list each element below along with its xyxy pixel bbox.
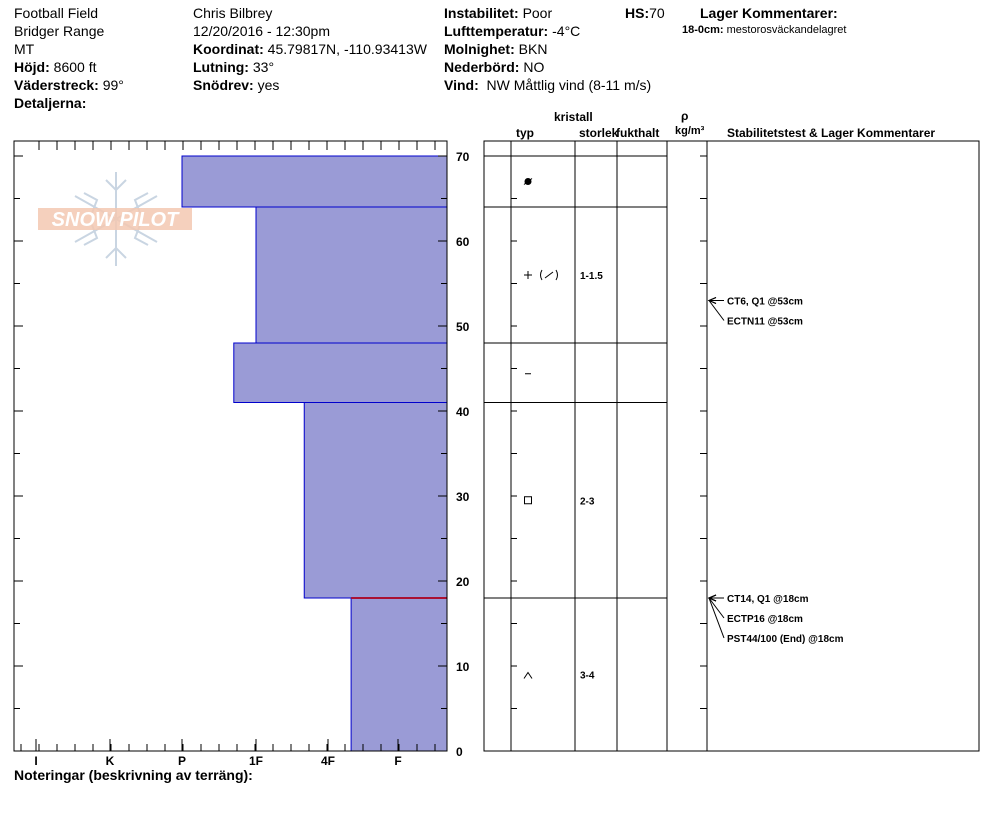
- test-arrow: [709, 598, 724, 618]
- depth-label-70: 70: [456, 150, 470, 164]
- col-stability: Stabilitetstest & Lager Kommentarer: [727, 126, 936, 140]
- stability-test: PST44/100 (End) @18cm: [727, 634, 844, 645]
- stability-test: ECTP16 @18cm: [727, 614, 803, 625]
- airtemp-label: Lufttemperatur:: [444, 23, 549, 39]
- aspect-label: Väderstreck:: [14, 77, 99, 93]
- test-arrow: [709, 598, 724, 638]
- grain-size: 3-4: [580, 670, 595, 682]
- grain-size: 2-3: [580, 496, 595, 508]
- layer-table: [484, 141, 979, 751]
- location-name: Football Field: [14, 5, 99, 21]
- col-crystal: kristall: [554, 110, 593, 124]
- layer-bar-2: [234, 343, 447, 403]
- hardness-label-1F: 1F: [248, 754, 264, 768]
- hardness-label-K: K: [105, 754, 115, 768]
- col-moisture: fukthalt: [616, 126, 660, 140]
- slope-label: Lutning:: [193, 59, 249, 75]
- airtemp-value: -4°C: [552, 23, 581, 39]
- hardness-label-4F: 4F: [320, 754, 336, 768]
- paren-r: [556, 270, 558, 280]
- depth-label-40: 40: [456, 405, 470, 419]
- precip-label: Nederbörd:: [444, 59, 520, 75]
- col-size: storlek: [579, 126, 619, 140]
- logo-text: SNOW PILOT: [51, 209, 179, 231]
- depth-label-20: 20: [456, 575, 470, 589]
- stability-test: CT14, Q1 @18cm: [727, 594, 809, 605]
- col-type: typ: [516, 126, 534, 140]
- depth-label-30: 30: [456, 490, 470, 504]
- grain-decomposing-icon: [524, 270, 558, 280]
- drift-label: Snödrev:: [193, 77, 254, 93]
- sky-value: BKN: [518, 41, 548, 57]
- layer-bar-1: [256, 207, 447, 343]
- range-name: Bridger Range: [14, 23, 105, 39]
- layer-comment-depth: 18-0cm:: [682, 24, 724, 36]
- slope-value: 33°: [252, 59, 275, 75]
- layer-comments-label: Lager Kommentarer:: [700, 5, 838, 21]
- coord-value: 45.79817N, -110.93413W: [267, 41, 427, 57]
- square: [525, 497, 532, 504]
- aspect-value: 99°: [102, 77, 124, 93]
- state-name: MT: [14, 41, 35, 57]
- hardness-label-F: F: [394, 754, 402, 768]
- details-label: Detaljerna:: [14, 95, 87, 111]
- coord-label: Koordinat:: [193, 41, 264, 57]
- depth-label-10: 10: [456, 660, 470, 674]
- stability-test: ECTN11 @53cm: [727, 316, 803, 328]
- precip-value: NO: [523, 59, 545, 75]
- stability-test: CT6, Q1 @53cm: [727, 296, 803, 308]
- paren-l: [541, 270, 543, 280]
- hs-value: 70: [649, 5, 665, 21]
- depth-label-60: 60: [456, 235, 470, 249]
- layer-comment-text: mestorosväckandelagret: [726, 24, 847, 36]
- observer-name: Chris Bilbrey: [193, 5, 273, 21]
- layer-bar-4: [351, 598, 447, 751]
- drift-value: yes: [257, 77, 280, 93]
- notes-label: Noteringar (beskrivning av terräng):: [14, 767, 253, 783]
- depth-label-50: 50: [456, 320, 470, 334]
- instability-label: Instabilitet:: [444, 5, 519, 21]
- grain-depth-hoar-icon: [524, 673, 532, 679]
- sky-label: Molnighet:: [444, 41, 515, 57]
- hardness-label-I: I: [34, 754, 38, 768]
- hs-label: HS:: [625, 5, 650, 21]
- instability-value: Poor: [522, 5, 553, 21]
- test-arrow: [709, 301, 724, 321]
- snowpilot-logo: [38, 172, 192, 266]
- table-frame: [484, 141, 979, 751]
- hardness-label-P: P: [177, 754, 187, 768]
- slash: [545, 272, 553, 278]
- wind-value: NW Måttlig vind (8-11 m/s): [486, 77, 652, 93]
- grain-faceted-icon: [525, 497, 532, 504]
- elevation-label: Höjd:: [14, 59, 50, 75]
- col-rho: ρ: [681, 109, 689, 123]
- grain-rimed-icon: [524, 178, 532, 185]
- col-density: kg/m³: [675, 125, 705, 137]
- caret: [524, 673, 532, 679]
- hardness-profile: [14, 141, 470, 768]
- wind-label: Vind:: [444, 77, 479, 93]
- observation-datetime: 12/20/2016 - 12:30pm: [193, 23, 330, 39]
- elevation-value: 8600 ft: [53, 59, 97, 75]
- layer-bar-3: [304, 403, 447, 599]
- layer-bar-0: [182, 156, 447, 207]
- grain-size: 1-1.5: [580, 271, 603, 282]
- depth-label-0: 0: [456, 745, 463, 759]
